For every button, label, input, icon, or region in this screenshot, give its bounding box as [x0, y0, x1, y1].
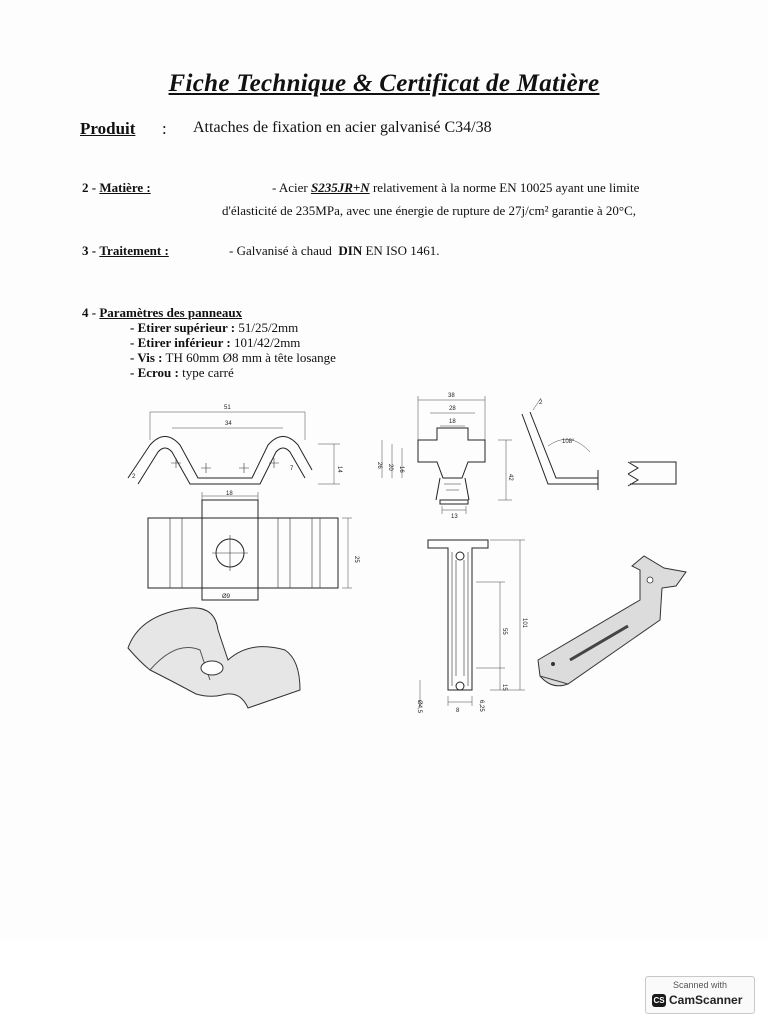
dim-108: 108°: [562, 439, 575, 445]
matiere-line2: d'élasticité de 235MPa, avec une énergie de rupture de 27j/cm² garantie à 20°C,: [222, 203, 637, 218]
camscanner-text: CamScanner: [669, 993, 743, 1007]
traitement-prefix: - Galvanisé à chaud: [229, 243, 332, 258]
camscanner-watermark: [645, 976, 755, 1014]
dim-28: 28: [449, 406, 456, 412]
matiere-suffix: relativement à la norme EN 10025 ayant une limite: [372, 180, 640, 195]
bracket-front-view: [376, 393, 513, 520]
dim-51: 51: [224, 405, 231, 411]
dim-55: 55: [501, 628, 507, 635]
dim-hole: Ø9: [222, 594, 231, 600]
dim-101: 101: [521, 618, 527, 629]
dim-38: 38: [448, 393, 455, 399]
parametres-label: Paramètres des panneaux: [99, 305, 243, 320]
dim-2: 2: [132, 474, 136, 480]
param-value: 101/42/2mm: [233, 335, 301, 350]
dim-7: 7: [290, 466, 294, 472]
dim-18: 18: [226, 491, 233, 497]
bracket-3d-view: [538, 556, 686, 686]
produit-value: Attaches de fixation en acier galvanisé C34/38: [193, 119, 492, 136]
dim-15: 15: [501, 684, 507, 691]
clip-top-view: [148, 491, 359, 600]
param-value: type carré: [182, 365, 234, 380]
dim-25: 25: [353, 556, 359, 563]
dim-18b: 18: [449, 419, 456, 425]
param-key: - Etirer supérieur :: [130, 320, 236, 335]
traitement-suffix: EN ISO 1461.: [365, 243, 440, 258]
param-value: TH 60mm Ø8 mm à tête losange: [165, 350, 336, 365]
dim-625: 6,25: [478, 700, 484, 712]
dim-13: 13: [451, 514, 458, 520]
traitement-label: Traitement :: [99, 243, 169, 258]
traitement-number: 3 -: [82, 243, 97, 258]
dim-14: 14: [336, 466, 342, 473]
page-title: Fiche Technique & Certificat de Matière: [168, 70, 600, 97]
bracket-angle-view: [522, 398, 676, 490]
dim-16: 16: [398, 466, 404, 473]
dim-34: 34: [225, 421, 232, 427]
param-key: - Vis :: [130, 350, 163, 365]
param-key: - Etirer inférieur :: [130, 335, 231, 350]
dim-20: 20: [387, 464, 393, 471]
matiere-prefix: - Acier: [272, 180, 308, 195]
matiere-label: Matière :: [99, 180, 151, 195]
dim-8: 8: [456, 708, 460, 714]
param-key: - Ecrou :: [130, 365, 179, 380]
parametres-number: 4 -: [82, 305, 97, 320]
produit-label: Produit: [80, 119, 136, 138]
dim-42: 42: [507, 474, 513, 481]
steel-grade: S235JR+N: [310, 180, 370, 195]
dim-45: Ø4,5: [416, 700, 422, 714]
param-value: 51/25/2mm: [238, 320, 299, 335]
clip-3d-view: [128, 608, 300, 708]
dim-26: 26: [376, 462, 382, 469]
scanned-with-text: Scanned with: [672, 980, 728, 990]
camscanner-logo-icon: CS: [653, 996, 665, 1005]
traitement-norm: DIN: [338, 243, 363, 258]
matiere-number: 2 -: [82, 180, 97, 195]
produit-separator: :: [162, 119, 167, 138]
dim-angle-2: 2: [539, 400, 543, 406]
clip-side-view: [128, 405, 342, 484]
bracket-side-view: [416, 540, 527, 714]
